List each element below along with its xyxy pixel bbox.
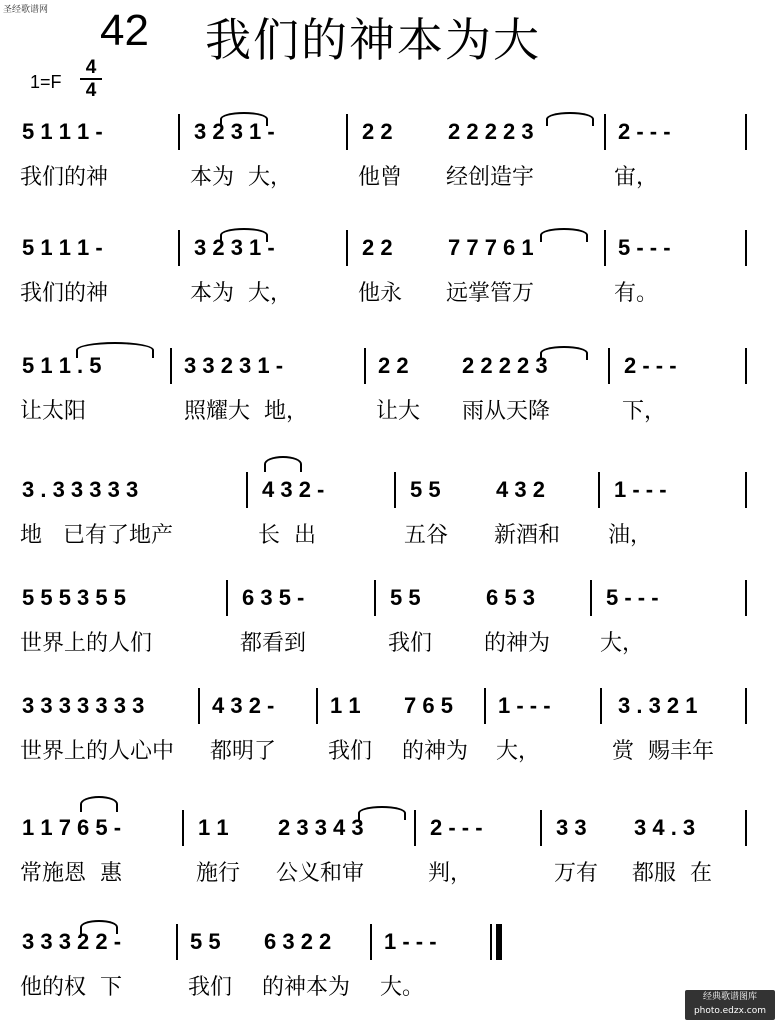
lyric: 世界上的人心中 xyxy=(20,739,175,764)
lyric: 新酒和 xyxy=(494,523,561,548)
barline xyxy=(484,688,486,724)
measure-notes: 2 2 xyxy=(362,235,393,260)
measure-notes: 4 3 2 - xyxy=(212,693,275,718)
song-title: 我们的神本为大 xyxy=(205,13,541,67)
measure-notes: 5 - - - xyxy=(618,235,671,260)
watermark-url: photo.edzx.com xyxy=(693,1006,767,1016)
lyric: 的神本为 xyxy=(262,975,351,1000)
barline xyxy=(745,810,747,846)
measure-notes: 5 1 1 1 - xyxy=(22,235,103,260)
measure-notes: 7 7 7 6 1 xyxy=(448,235,534,260)
watermark-title: 经典歌谱图库 xyxy=(702,992,757,1002)
lyrics-line xyxy=(0,518,779,552)
measure-notes: 2 3 3 4 3 xyxy=(278,815,364,840)
time-signature-top: 4 xyxy=(85,57,97,78)
slur xyxy=(80,920,118,934)
barline xyxy=(364,348,366,384)
barline xyxy=(745,114,747,150)
barline xyxy=(182,810,184,846)
measure-notes: 1 - - - xyxy=(498,693,551,718)
barline xyxy=(745,580,747,616)
lyric: 判， xyxy=(428,861,473,886)
barline xyxy=(370,924,372,960)
watermark xyxy=(685,990,775,1020)
measure-notes: 5 5 5 3 5 5 xyxy=(22,585,126,610)
lyric: 赏 赐丰年 xyxy=(612,739,714,764)
measure-notes: 4 3 2 xyxy=(496,477,545,502)
barline xyxy=(178,230,180,266)
slur xyxy=(540,346,588,360)
score-row-7 xyxy=(0,808,779,908)
score-row-1 xyxy=(0,112,779,212)
measure-notes: 1 1 7 6 5 - xyxy=(22,815,122,840)
measure-notes: 3 2 3 1 - xyxy=(194,119,275,144)
measure-notes: 1 - - - xyxy=(614,477,667,502)
slur xyxy=(220,228,268,242)
score-row-6 xyxy=(0,686,779,786)
tie xyxy=(264,456,302,472)
lyric: 远掌管万 xyxy=(446,281,535,306)
barline xyxy=(604,230,606,266)
barline xyxy=(490,924,492,960)
score-row-5 xyxy=(0,578,779,678)
measure-notes: 1 - - - xyxy=(384,929,437,954)
barline xyxy=(346,230,348,266)
barline xyxy=(608,348,610,384)
notes-line xyxy=(0,470,779,518)
notes-line xyxy=(0,578,779,626)
barline xyxy=(600,688,602,724)
lyric: 我们 xyxy=(388,631,433,656)
measure-notes: 1 1 xyxy=(198,815,229,840)
lyric: 我们 xyxy=(328,739,373,764)
lyric: 油， xyxy=(608,523,653,548)
lyric: 雨从天降 xyxy=(462,399,551,424)
measure-notes: 5 - - - xyxy=(606,585,659,610)
measure-notes: 2 - - - xyxy=(618,119,671,144)
lyric: 都明了 xyxy=(210,739,277,764)
barline xyxy=(374,580,376,616)
barline xyxy=(198,688,200,724)
notes-line xyxy=(0,228,779,276)
notes-line xyxy=(0,112,779,160)
lyric: 让太阳 xyxy=(20,399,87,424)
lyric: 公义和审 xyxy=(276,861,365,886)
lyric: 他永 xyxy=(358,281,403,306)
final-barline xyxy=(496,924,502,960)
lyric: 五谷 xyxy=(404,523,449,548)
lyric: 本为 大， xyxy=(190,165,292,190)
barline xyxy=(414,810,416,846)
measure-notes: 5 5 xyxy=(190,929,221,954)
barline xyxy=(394,472,396,508)
lyrics-line xyxy=(0,160,779,194)
lyric: 下， xyxy=(622,399,667,424)
barline xyxy=(226,580,228,616)
lyric: 都服 在 xyxy=(632,861,712,886)
measure-notes: 3 3 2 3 1 - xyxy=(184,353,284,378)
lyric: 宙， xyxy=(614,165,659,190)
slur xyxy=(358,806,406,820)
lyric: 的神为 xyxy=(484,631,551,656)
measure-notes: 3 3 3 3 3 3 3 xyxy=(22,693,145,718)
lyrics-line xyxy=(0,970,779,1004)
lyrics-line xyxy=(0,856,779,890)
lyric: 经创造宇 xyxy=(446,165,535,190)
barline xyxy=(745,472,747,508)
barline xyxy=(246,472,248,508)
measure-notes: 6 5 3 xyxy=(486,585,535,610)
song-number: 42 xyxy=(100,6,149,55)
measure-notes: 3 . 3 3 3 3 3 xyxy=(22,477,139,502)
measure-notes: 6 3 2 2 xyxy=(264,929,332,954)
measure-notes: 1 1 xyxy=(330,693,361,718)
barline xyxy=(745,348,747,384)
lyric: 世界上的人们 xyxy=(20,631,153,656)
measure-notes: 2 2 xyxy=(378,353,409,378)
tie xyxy=(76,342,154,358)
measure-notes: 7 6 5 xyxy=(404,693,453,718)
slur xyxy=(220,112,268,126)
measure-notes: 2 - - - xyxy=(624,353,677,378)
lyric: 都看到 xyxy=(240,631,307,656)
lyric: 我们的神 xyxy=(20,281,109,306)
lyrics-line xyxy=(0,394,779,428)
lyric: 照耀大 地， xyxy=(184,399,308,424)
notes-line xyxy=(0,922,779,970)
measure-notes: 3 3 xyxy=(556,815,587,840)
barline xyxy=(346,114,348,150)
notes-line xyxy=(0,346,779,394)
barline xyxy=(176,924,178,960)
measure-notes: 2 2 2 2 3 xyxy=(448,119,534,144)
lyric: 大， xyxy=(496,739,541,764)
lyric: 有。 xyxy=(614,281,659,306)
lyrics-line xyxy=(0,626,779,660)
barline xyxy=(745,688,747,724)
measure-notes: 5 5 xyxy=(410,477,441,502)
measure-notes: 4 3 2 - xyxy=(262,477,325,502)
measure-notes: 3 2 3 1 - xyxy=(194,235,275,260)
measure-notes: 3 4 . 3 xyxy=(634,815,696,840)
barline xyxy=(316,688,318,724)
score-row-8 xyxy=(0,922,779,1022)
lyrics-line xyxy=(0,734,779,768)
lyric: 他的权 下 xyxy=(20,975,122,1000)
score-row-2 xyxy=(0,228,779,328)
slur xyxy=(80,796,118,812)
barline xyxy=(540,810,542,846)
notes-line xyxy=(0,808,779,856)
lyric: 让大 xyxy=(376,399,421,424)
key-signature: 1=F xyxy=(30,72,62,92)
measure-notes: 3 . 3 2 1 xyxy=(618,693,698,718)
lyric: 大， xyxy=(600,631,645,656)
time-signature-bottom: 4 xyxy=(85,80,97,101)
barline xyxy=(170,348,172,384)
lyric: 大。 xyxy=(380,975,425,1000)
barline xyxy=(745,230,747,266)
score-row-4 xyxy=(0,470,779,570)
lyric: 长 出 xyxy=(258,523,316,548)
slur xyxy=(546,112,594,126)
measure-notes: 5 5 xyxy=(390,585,421,610)
lyric: 地 已有了地产 xyxy=(20,523,173,548)
barline xyxy=(178,114,180,150)
lyric: 施行 xyxy=(196,861,241,886)
lyric: 我们 xyxy=(188,975,233,1000)
lyric: 本为 大， xyxy=(190,281,292,306)
measure-notes: 5 1 1 . 5 xyxy=(22,353,102,378)
barline xyxy=(590,580,592,616)
lyric: 常施恩 惠 xyxy=(20,861,122,886)
barline xyxy=(604,114,606,150)
measure-notes: 2 2 2 2 3 xyxy=(462,353,548,378)
measure-notes: 2 - - - xyxy=(430,815,483,840)
measure-notes: 2 2 xyxy=(362,119,393,144)
measure-notes: 5 1 1 1 - xyxy=(22,119,103,144)
lyric: 他曾 xyxy=(358,165,403,190)
measure-notes: 6 3 5 - xyxy=(242,585,305,610)
lyrics-line xyxy=(0,276,779,310)
lyric: 万有 xyxy=(554,861,599,886)
barline xyxy=(598,472,600,508)
measure-notes: 3 3 3 2 2 - xyxy=(22,929,122,954)
time-signature xyxy=(80,58,102,100)
site-label: 圣经歌谱网 xyxy=(3,5,49,15)
lyric: 的神为 xyxy=(402,739,469,764)
notes-line xyxy=(0,686,779,734)
lyric: 我们的神 xyxy=(20,165,109,190)
score-row-3 xyxy=(0,346,779,446)
slur xyxy=(540,228,588,242)
